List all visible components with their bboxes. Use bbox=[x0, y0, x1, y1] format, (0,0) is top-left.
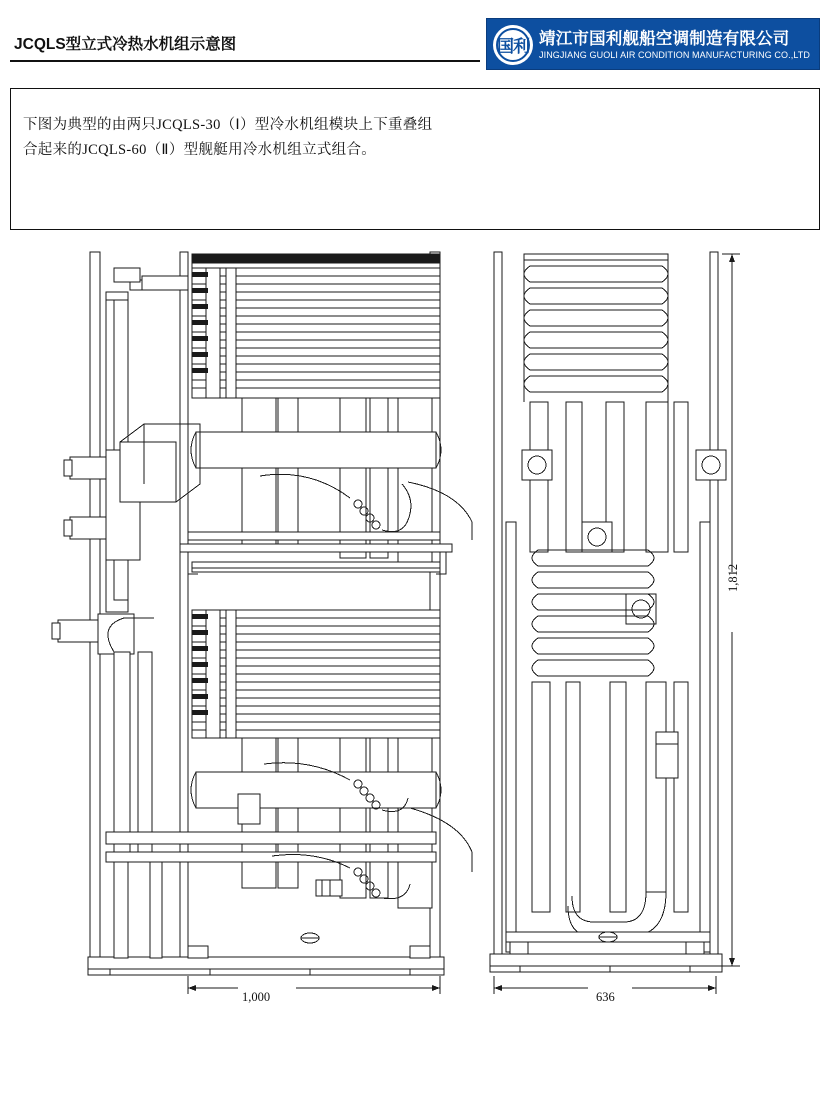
page-header bbox=[0, 0, 830, 78]
company-name-english: JINGJIANG GUOLI AIR CONDITION MANUFACTURING CO.,LTD bbox=[539, 50, 810, 60]
page-title: JCQLS型立式冷热水机组示意图 bbox=[14, 36, 237, 53]
upper-heat-exchanger bbox=[192, 268, 440, 398]
front-view-assembly bbox=[52, 252, 472, 975]
company-banner bbox=[486, 18, 820, 70]
description-box bbox=[10, 88, 820, 230]
drawing-svg bbox=[10, 232, 820, 1032]
dimension-width-main: 1,000 bbox=[242, 990, 271, 1004]
description-text: 下图为典型的由两只JCQLS-30（Ⅰ）型冷水机组模块上下重叠组合起来的JCQLS-60（Ⅱ）型舰艇用冷水机组立式组合。 bbox=[23, 117, 433, 158]
company-logo-icon bbox=[493, 25, 533, 65]
side-upper-coil bbox=[524, 254, 668, 402]
company-name-chinese: 靖江市国利舰船空调制造有限公司 bbox=[539, 30, 790, 48]
side-view-assembly bbox=[490, 252, 726, 972]
dimension-height-total: 1,812 bbox=[726, 563, 740, 592]
title-divider bbox=[10, 60, 480, 62]
company-logo-glyph: 国利 bbox=[497, 37, 529, 56]
dimension-width-side: 636 bbox=[596, 990, 615, 1004]
lower-heat-exchanger bbox=[192, 610, 440, 738]
technical-drawing bbox=[10, 232, 820, 1032]
